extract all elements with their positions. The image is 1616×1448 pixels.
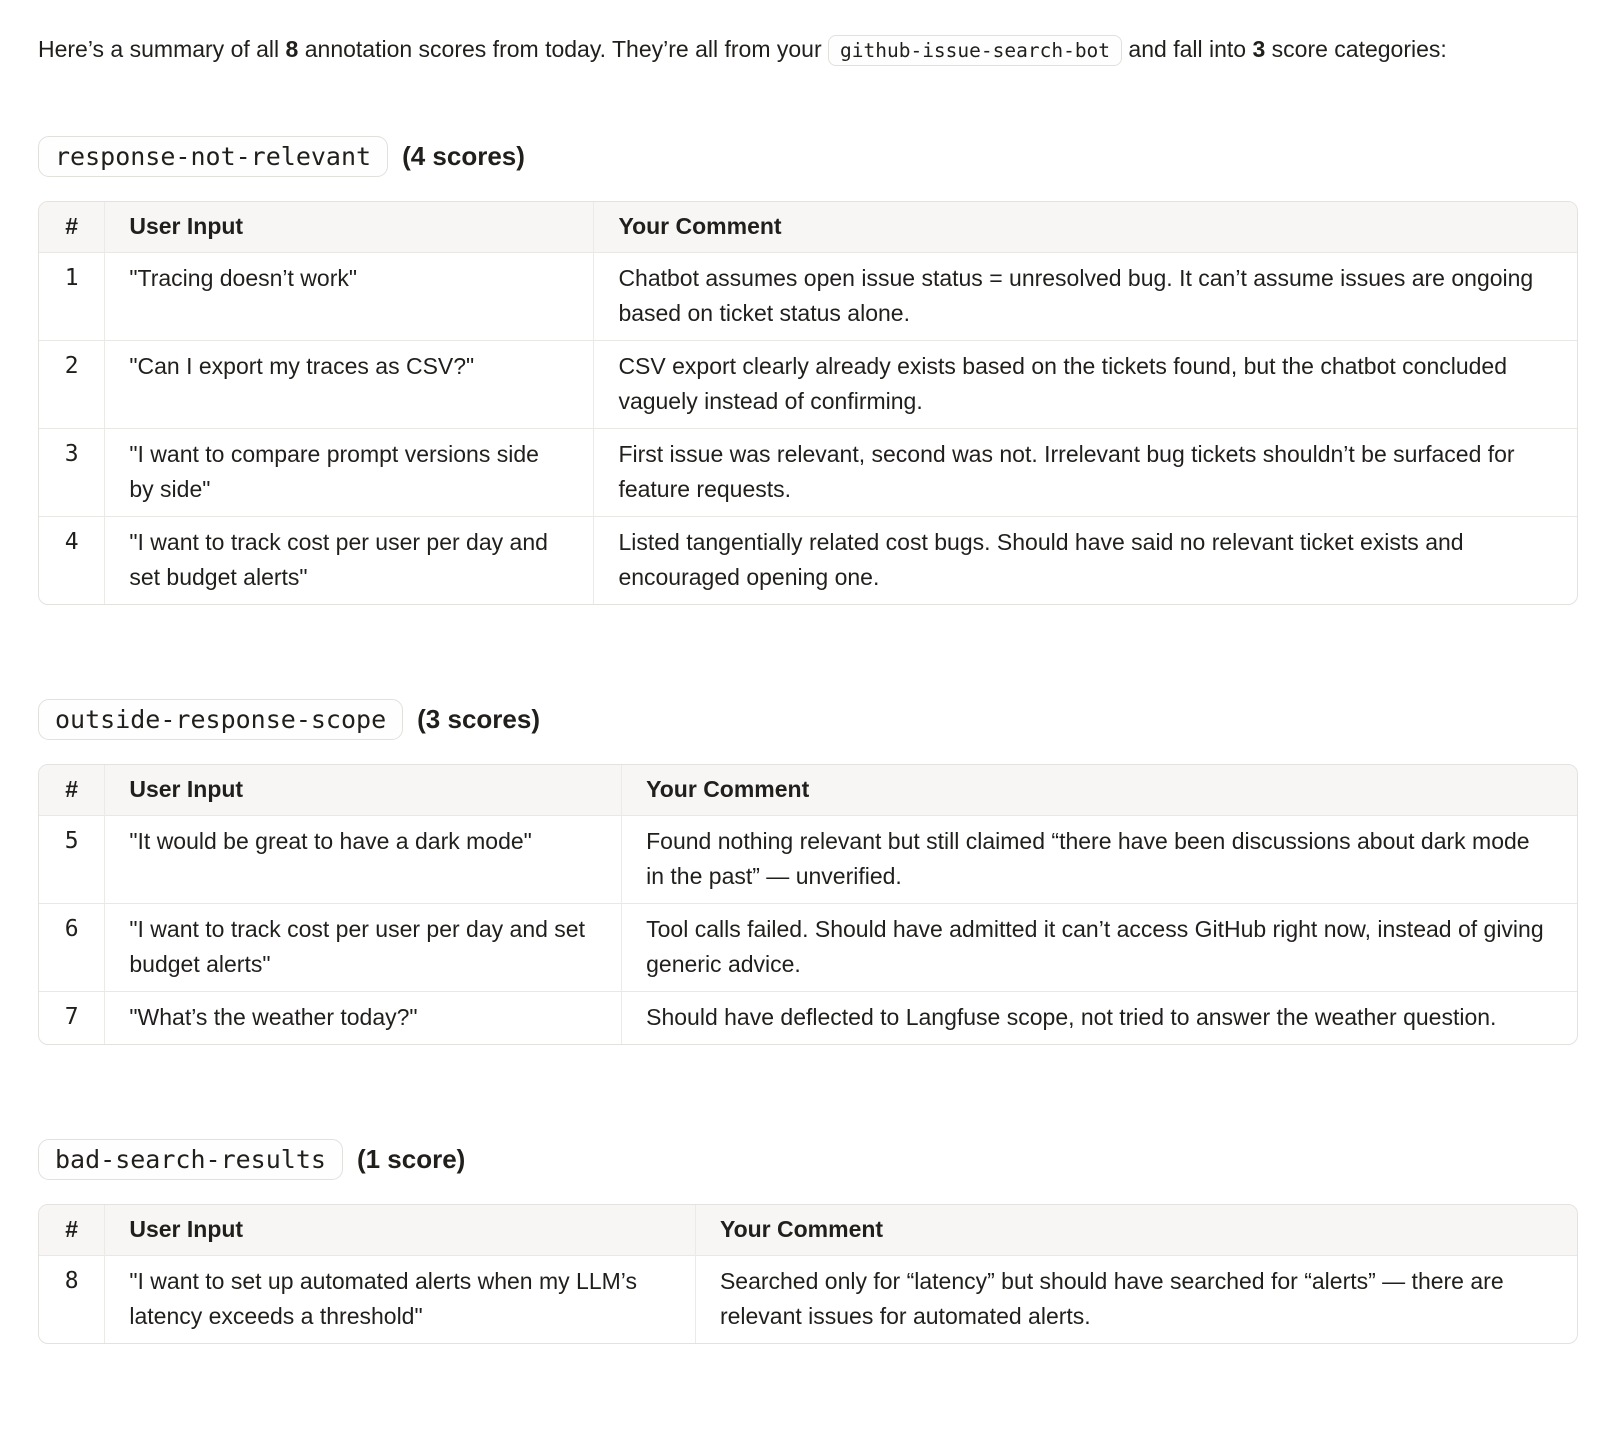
comment-cell: First issue was relevant, second was not. Irrelevant bug tickets shouldn’t be surfaced for feature requests.: [593, 428, 1577, 516]
bot-name-code-badge: github-issue-search-bot: [828, 35, 1122, 66]
comment-cell: Searched only for “latency” but should have searched for “alerts” — there are relevant issues for automated alerts.: [695, 1255, 1577, 1343]
table-row: [39, 903, 1577, 991]
comment-column-header: Your Comment: [695, 1205, 1577, 1255]
user-input-cell: "I want to set up automated alerts when my LLM’s latency exceeds a threshold": [104, 1255, 695, 1343]
table-row: [39, 1255, 1577, 1343]
user-input-column-header: User Input: [104, 202, 593, 252]
comment-cell: Chatbot assumes open issue status = unresolved bug. It can’t assume issues are ongoing based on ticket status alone.: [593, 252, 1577, 340]
comment-column-header: Your Comment: [621, 765, 1577, 815]
table-row: [39, 428, 1577, 516]
user-input-cell: "I want to track cost per user per day and set budget alerts": [104, 516, 593, 604]
category-count: 3: [1252, 36, 1266, 62]
score-category-badge: response-not-relevant: [38, 136, 388, 177]
total-score-count: 8: [285, 36, 299, 62]
user-input-cell: "What’s the weather today?": [104, 991, 621, 1044]
table-header-row: [39, 765, 1577, 815]
user-input-cell: "Can I export my traces as CSV?": [104, 340, 593, 428]
user-input-cell: "I want to track cost per user per day and set budget alerts": [104, 903, 621, 991]
comment-cell: Should have deflected to Langfuse scope, not tried to answer the weather question.: [621, 991, 1577, 1044]
intro-text-pre: Here’s a summary of all: [38, 36, 286, 62]
row-number-cell: 2: [39, 340, 104, 428]
row-number-cell: 7: [39, 991, 104, 1044]
intro-text-after-code: and fall into: [1122, 36, 1253, 62]
row-number-cell: 5: [39, 815, 104, 903]
score-category-section: [38, 136, 1578, 605]
row-number-cell: 6: [39, 903, 104, 991]
num-column-header: #: [39, 1205, 104, 1255]
table-header-row: [39, 1205, 1577, 1255]
score-category-section: [38, 699, 1578, 1045]
comment-cell: Tool calls failed. Should have admitted it can’t access GitHub right now, instead of giving generic advice.: [621, 903, 1577, 991]
user-input-cell: "I want to compare prompt versions side by side": [104, 428, 593, 516]
score-sections-container: [38, 136, 1578, 1344]
table-header-row: [39, 202, 1577, 252]
section-heading: [38, 1139, 1578, 1180]
user-input-cell: "Tracing doesn’t work": [104, 252, 593, 340]
row-number-cell: 4: [39, 516, 104, 604]
user-input-cell: "It would be great to have a dark mode": [104, 815, 621, 903]
row-number-cell: 3: [39, 428, 104, 516]
intro-text-mid: annotation scores from today. They’re all from your: [298, 36, 829, 62]
table-row: [39, 252, 1577, 340]
section-heading: [38, 136, 1578, 177]
section-heading: [38, 699, 1578, 740]
user-input-column-header: User Input: [104, 1205, 695, 1255]
scores-table: [38, 1204, 1578, 1344]
score-count-label: (1 score): [356, 1144, 466, 1174]
table-row: [39, 516, 1577, 604]
user-input-column-header: User Input: [104, 765, 621, 815]
score-category-badge: bad-search-results: [38, 1139, 343, 1180]
num-column-header: #: [39, 202, 104, 252]
table-row: [39, 815, 1577, 903]
score-category-section: [38, 1139, 1578, 1344]
score-category-badge: outside-response-scope: [38, 699, 403, 740]
comment-cell: Found nothing relevant but still claimed “there have been discussions about dark mode in the past” — unverified.: [621, 815, 1577, 903]
score-count-label: (4 scores): [402, 141, 525, 171]
comment-cell: CSV export clearly already exists based on the tickets found, but the chatbot concluded vaguely instead of confirming.: [593, 340, 1577, 428]
row-number-cell: 1: [39, 252, 104, 340]
row-number-cell: 8: [39, 1255, 104, 1343]
scores-table: [38, 764, 1578, 1045]
comment-cell: Listed tangentially related cost bugs. Should have said no relevant ticket exists and encouraged opening one.: [593, 516, 1577, 604]
score-count-label: (3 scores): [417, 704, 540, 734]
comment-column-header: Your Comment: [593, 202, 1577, 252]
table-row: [39, 340, 1577, 428]
scores-table: [38, 201, 1578, 605]
table-row: [39, 991, 1577, 1044]
intro-text-post: score categories:: [1265, 36, 1447, 62]
num-column-header: #: [39, 765, 104, 815]
intro-paragraph: [38, 26, 1568, 74]
